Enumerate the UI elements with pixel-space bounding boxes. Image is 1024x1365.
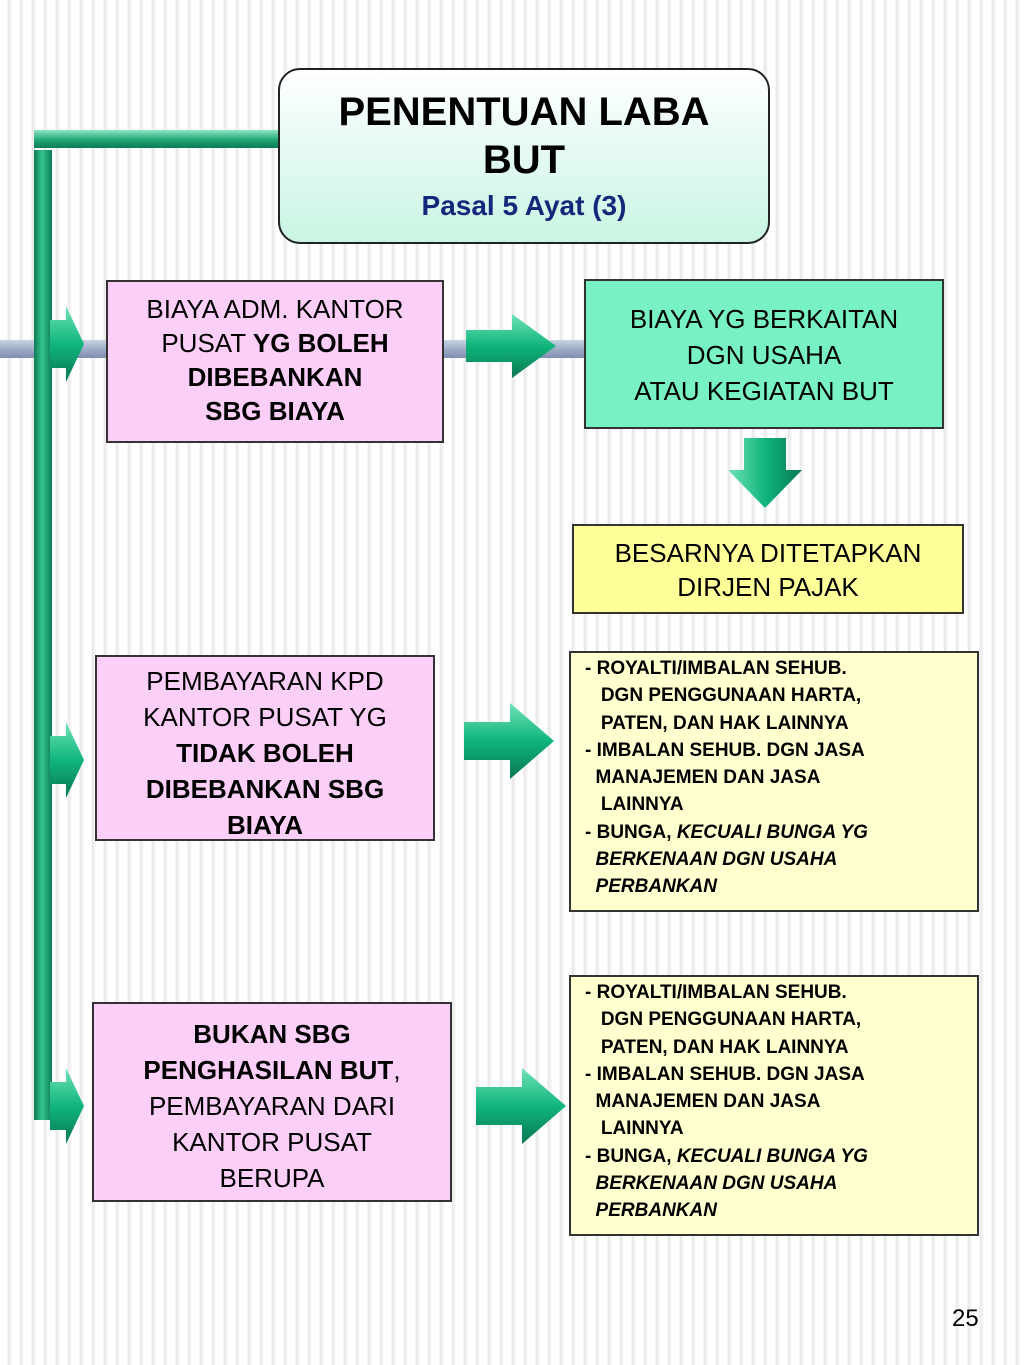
related-cost-line: ATAU KEGIATAN BUT xyxy=(634,376,894,406)
not-income-text: , xyxy=(393,1055,401,1085)
not-income-line: BUKAN SBG xyxy=(193,1019,351,1049)
list-item-italic-text: BERKENAAN DGN USAHA xyxy=(585,1173,838,1195)
list-item: DGN PENGGUNAAN HARTA, xyxy=(585,685,862,707)
branch-arrow-icon xyxy=(50,306,86,382)
admin-cost-line xyxy=(108,326,442,360)
right-arrow-icon xyxy=(466,314,558,378)
list-item: LAINNYA xyxy=(585,1118,684,1140)
admin-cost-line: BIAYA ADM. KANTOR xyxy=(146,294,404,324)
related-cost-line: BIAYA YG BERKAITAN xyxy=(629,304,899,334)
determined-box xyxy=(572,524,964,614)
not-income-line: PEMBAYARAN DARI xyxy=(148,1091,396,1121)
list-item: PATEN, DAN HAK LAINNYA xyxy=(585,1036,849,1058)
list-item-text: - BUNGA, xyxy=(585,1145,677,1167)
payment-line: TIDAK BOLEH xyxy=(176,738,354,768)
page-title: PENENTUAN LABA BUT xyxy=(338,90,710,182)
list-item: - ROYALTI/IMBALAN SEHUB. xyxy=(585,658,847,679)
list-item xyxy=(585,819,977,846)
payment-line: BIAYA xyxy=(226,810,304,840)
admin-cost-text: PUSAT xyxy=(161,328,253,358)
payment-line: KANTOR PUSAT YG xyxy=(143,702,387,732)
list-item xyxy=(585,1170,977,1197)
list-item: MANAJEMEN DAN JASA xyxy=(585,767,821,789)
admin-cost-bold-text: YG BOLEH xyxy=(252,328,389,358)
list-item: MANAJEMEN DAN JASA xyxy=(585,1091,821,1113)
admin-cost-box xyxy=(106,280,444,443)
down-arrow-icon xyxy=(726,438,804,510)
list-item-italic-text: KECUALI BUNGA YG xyxy=(676,1145,868,1167)
list-item: - IMBALAN SEHUB. DGN JASA xyxy=(585,1063,865,1085)
not-income-items-list xyxy=(569,975,979,1236)
list-item-italic-text: BERKENAAN DGN USAHA xyxy=(585,849,838,871)
payment-line: DIBEBANKAN SBG xyxy=(145,774,385,804)
list-item: LAINNYA xyxy=(585,794,684,816)
not-income-line: BERUPA xyxy=(219,1163,325,1193)
page-subtitle: Pasal 5 Ayat (3) xyxy=(421,190,627,221)
list-item: - ROYALTI/IMBALAN SEHUB. xyxy=(585,982,847,1003)
list-item: PATEN, DAN HAK LAINNYA xyxy=(585,712,849,734)
list-item xyxy=(585,1143,977,1170)
list-item-italic-text: KECUALI BUNGA YG xyxy=(676,821,868,843)
payment-box xyxy=(95,655,435,841)
branch-arrow-icon xyxy=(50,722,86,798)
payment-items-list xyxy=(569,651,979,912)
admin-cost-line: DIBEBANKAN xyxy=(187,362,363,392)
page-number: 25 xyxy=(952,1305,979,1332)
not-income-bold-text: PENGHASILAN BUT xyxy=(143,1055,394,1085)
title-box xyxy=(278,68,770,244)
payment-line: PEMBAYARAN KPD xyxy=(146,666,384,696)
right-arrow-icon xyxy=(476,1068,568,1144)
not-income-box xyxy=(92,1002,452,1202)
admin-cost-line: SBG BIAYA xyxy=(205,396,345,426)
vertical-connector-bar xyxy=(34,150,52,1120)
not-income-line: KANTOR PUSAT xyxy=(172,1127,372,1157)
determined-line: DIRJEN PAJAK xyxy=(677,572,859,602)
list-item-italic-text: PERBANKAN xyxy=(585,876,717,898)
determined-line: BESARNYA DITETAPKAN xyxy=(614,538,922,568)
top-connector-bar xyxy=(34,130,282,148)
list-item: DGN PENGGUNAAN HARTA, xyxy=(585,1009,862,1031)
list-item-text: - BUNGA, xyxy=(585,821,677,843)
list-item: - IMBALAN SEHUB. DGN JASA xyxy=(585,739,865,761)
related-cost-line: DGN USAHA xyxy=(686,340,842,370)
list-item-italic-text: PERBANKAN xyxy=(585,1200,717,1222)
branch-arrow-icon xyxy=(50,1068,86,1144)
related-cost-box xyxy=(584,279,944,429)
not-income-line xyxy=(94,1052,450,1088)
list-item xyxy=(585,1197,977,1224)
right-arrow-icon xyxy=(464,703,556,779)
list-item xyxy=(585,846,977,873)
list-item xyxy=(585,873,977,900)
